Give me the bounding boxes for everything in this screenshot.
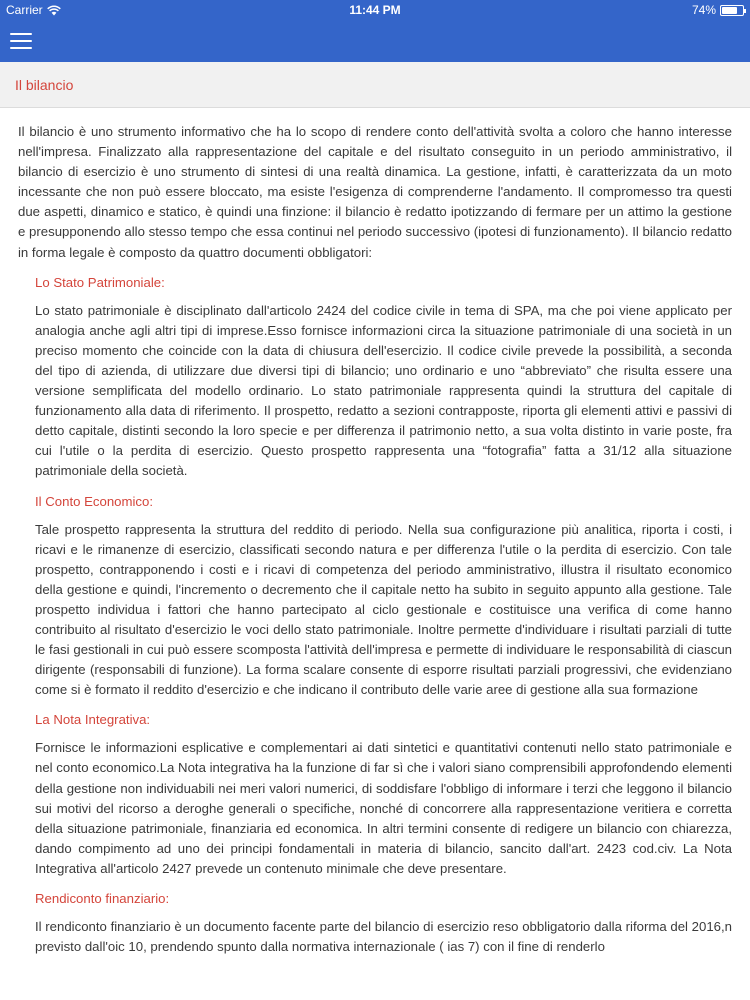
section-body: Il rendiconto finanziario è un documento facente parte del bilancio di esercizio reso obbligatorio dalla riforma del 2016,n previsto dall'oic 10, prendendo spunto dalla normativa internazionale ( ias 7) con il fine di renderlo (35, 919, 732, 955)
section-conto-economico (18, 492, 732, 701)
section-nota-integrativa (18, 710, 732, 879)
hamburger-menu-icon[interactable] (10, 33, 32, 49)
section-title: Il Conto Economico: (35, 493, 154, 509)
section-body: Fornisce le informazioni esplicative e complementari ai dati sintetici e quantitativi contenuti nello stato patrimoniale e nel conto economico.La Nota integrativa ha la funzione di far sì che i valori siano comprensibili approfondendo elementi della gestione non individuabili nei meri valori numerici, di soddisfare l'obbligo di informare i terzi che leggono il bilancio sui motivi del ricorso a deroghe generali o specifiche, nonché di concorrere alla rappresentazione veritiera e corretta della situazione patrimoniale, finanziaria ed economica. In altri termini consente di redigere un bilancio con chiarezza, dando compimento ad uno dei principi fondamentali in materia di bilancio, sancito dall'art. 2423 cod.civ. La Nota Integrativa all'articolo 2427 prevede un contenuto minimale che deve presentare. (35, 740, 732, 876)
intro-paragraph: Il bilancio è uno strumento informativo che ha lo scopo di rendere conto dell'attività svolta a coloro che hanno interesse nell'impresa. Finalizzato alla rappresentazione del capitale e del risultato conseguito in un periodo amministrativo, il bilancio di esercizio è uno strumento di sintesi di una realtà dinamica. La gestione, infatti, è caratterizzata da un moto incessante che non può essere bloccato, ma esiste l'esigenza di comprenderne l'andamento. Il compromesso tra questi due aspetti, dinamico e statico, è quindi una finzione: il bilancio è redatto ipotizzando di fermare per un attimo la gestione e presupponendo allo stesso tempo che essa continui nel periodo successivo (ipotesi di funzionamento). Il bilancio redatto in forma legale è composto da quattro documenti obbligatori: (18, 124, 732, 260)
section-body: Lo stato patrimoniale è disciplinato dall'articolo 2424 del codice civile in tema di SPA, ma che poi viene applicato per analogia anche agli altri tipi di imprese.Esso fornisce informazioni circa la situazione patrimoniale di una società in un preciso momento che coincide con la data di chiusura dell'esercizio. Il codice civile prevede la possibilità, a seconda del tipo di azienda, di utilizzare due diversi tipi di bilancio; uno ordinario e uno “abbreviato” che risulta essere una versione semplificata del modello ordinario. Lo stato patrimoniale rappresenta quindi la struttura del capitale di funzionamento alla data di riferimento. Il prospetto, redatto a sezioni contrapposte, riporta gli elementi attivi e passivi di detto capitale, distinti secondo la loro specie e per differenza il patrimonio netto, a sua volta distinto in varie poste, fra cui l'utile o la perdita di esercizio. Questo prospetto rappresenta una “fotografia” fatta a 31/12 alla situazione patrimoniale della società. (35, 302, 732, 479)
status-bar (0, 0, 750, 20)
battery-level (722, 7, 737, 14)
section-title: Lo Stato Patrimoniale: (35, 274, 165, 290)
navigation-bar (0, 20, 750, 62)
carrier-label: Carrier (6, 3, 43, 17)
article-content (0, 108, 750, 1000)
section-title: La Nota Integrativa: (35, 712, 151, 728)
battery-percent: 74% (691, 3, 716, 17)
page-title: Il bilancio (15, 76, 74, 93)
wifi-icon (47, 5, 61, 16)
status-left (6, 3, 61, 17)
page-header (0, 62, 750, 108)
battery-icon (720, 5, 744, 16)
section-stato-patrimoniale (18, 273, 732, 482)
status-time: 11:44 PM (349, 3, 401, 17)
section-title: Rendiconto finanziario: (35, 891, 170, 906)
section-body: Tale prospetto rappresenta la struttura del reddito di periodo. Nella sua configurazione più analitica, riporta i costi, i ricavi e le rimanenze di esercizio, classificati secondo natura e per differenza l'utile o la perdita di esercizio. Con tale prospetto, contrapponendo i costi e i ricavi di competenza del periodo amministrativo, illustra il risultato economico della gestione e quindi, l'incremento o decremento che il capitale netto ha subito in seguito appunto alla gestione. Tale prospetto individua i fattori che hanno partecipato al ciclo gestionale e costituisce una verifica di come hanno contribuito al risultato d'esercizio le voci dello stato patrimoniale. Inoltre permette d'individuare i risultati parziali di tutte le fasi gestionali in cui può essere scomposta l'attività dell'impresa e permette di individuare le responsabilità di ciascun dirigente (responsabili di funzione). La forma scalare consente di esporre risultati parziali progressivi, che evidenziano come si è formato il reddito d'esercizio e che indicano il contributo delle varie aree di gestione alla sua formazione (35, 521, 732, 698)
section-rendiconto-finanziario (18, 889, 732, 957)
status-right (692, 3, 744, 17)
